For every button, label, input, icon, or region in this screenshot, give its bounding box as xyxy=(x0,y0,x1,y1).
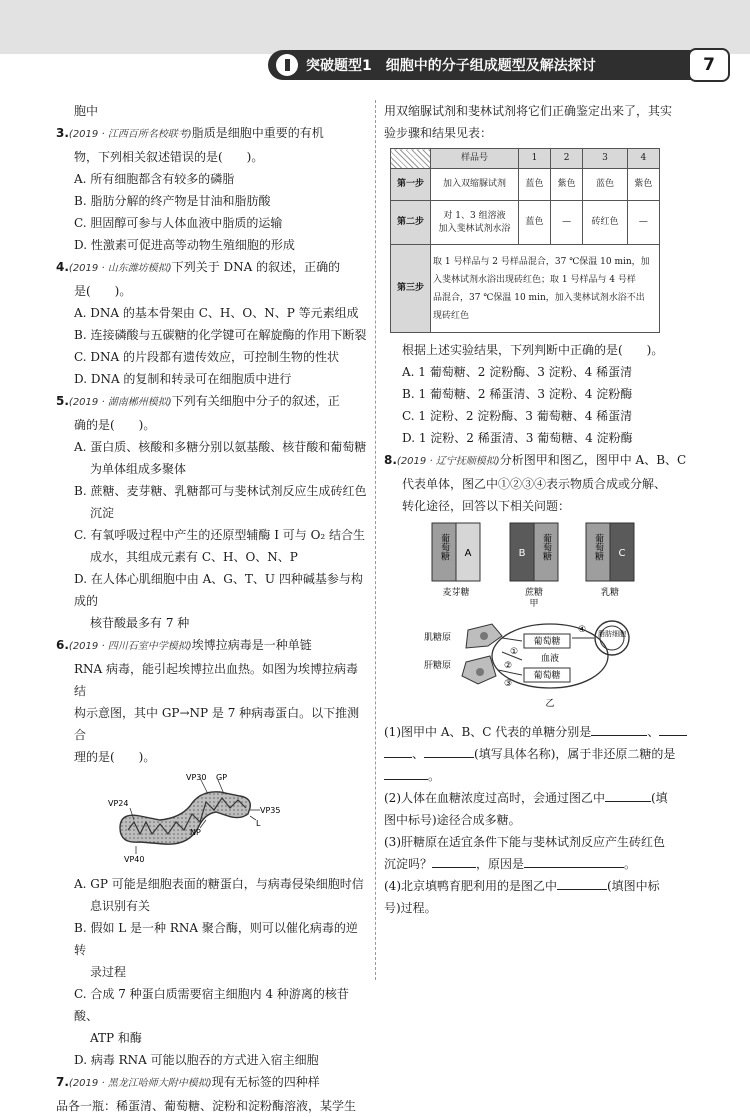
q8-sub2-text-a: (2)人体在血糖浓度过高时，会通过图乙中 xyxy=(384,791,605,805)
q7-option-d: D. 1 淀粉、2 稀蛋清、3 葡萄糖、4 淀粉酶 xyxy=(402,431,633,445)
q3-stem: 脂质是细胞中重要的有机 xyxy=(191,126,324,140)
chapter-icon xyxy=(276,54,298,76)
virus-body xyxy=(120,792,250,844)
question-7-start xyxy=(56,1071,368,1117)
label-jia: 甲 xyxy=(529,599,539,609)
step3-line1: 取 1 号样品与 2 号样品混合，37 ℃保温 10 min，加 xyxy=(433,256,650,267)
q2-continuation: 胞中 xyxy=(74,104,99,118)
answer-blank-4[interactable] xyxy=(384,767,428,780)
glucose-bottom: 葡萄糖 xyxy=(533,671,561,681)
question-6 xyxy=(56,634,368,1071)
q3-option-c: C. 胆固醇可参与人体血液中脂质的运输 xyxy=(74,216,283,230)
q7-question: 根据上述实验结果，下列判断中正确的是( )。 xyxy=(402,343,664,357)
q4-option-d: D. DNA 的复制和转录可在细胞质中进行 xyxy=(74,372,292,386)
q7-number: 7. xyxy=(56,1075,69,1089)
step3-label: 第三步 xyxy=(391,245,431,333)
q8-sub1-line3 xyxy=(384,765,694,787)
column-divider xyxy=(375,100,376,980)
step2-result-1: 蓝色 xyxy=(519,201,551,245)
q4-stem: 下列关于 DNA 的叙述，正确的 xyxy=(171,260,341,274)
q8-sub3-text-c: ，原因是 xyxy=(476,857,525,871)
step2-result-2: — xyxy=(551,201,583,245)
q8-sub3: (3)肝糖原在适宜条件下能与斐林试剂反应产生砖红色 xyxy=(384,835,666,849)
q5-source: (2019 · 湖南郴州模拟) xyxy=(68,397,172,408)
q6-stem-4: 理的是( )。 xyxy=(74,750,156,764)
step1-operation: 加入双缩脲试剂 xyxy=(431,169,519,201)
table-row-step2 xyxy=(391,201,660,245)
question-5 xyxy=(56,390,368,634)
q5-option-b: B. 蔗糖、麦芽糖、乳糖都可与斐林试剂反应生成砖红色 xyxy=(74,484,367,498)
fig-label-gp: GP xyxy=(216,773,228,782)
chapter-header xyxy=(268,50,718,80)
q6-option-c-2: ATP 和酶 xyxy=(90,1031,142,1045)
step2-operation-line1: 对 1、3 组溶液 xyxy=(443,210,506,221)
q4-stem-2: 是( )。 xyxy=(74,284,132,298)
top-band xyxy=(0,0,750,54)
answer-blank-8[interactable] xyxy=(557,877,607,890)
label-yi: 乙 xyxy=(545,699,555,709)
q8-stem-2: 代表单体，图乙中①②③④表示物质合成或分解、 xyxy=(402,477,667,491)
q6-option-a: A. GP 可能是细胞表面的糖蛋白，与病毒侵染细胞时信 xyxy=(74,877,364,891)
label-maltose: 麦芽糖 xyxy=(442,588,470,598)
q4-option-c: C. DNA 的片段都有遗传效应，可控制生物的性状 xyxy=(74,350,339,364)
q3-option-a: A. 所有细胞都含有较多的磷脂 xyxy=(74,172,235,186)
fig-label-l: L xyxy=(256,819,261,828)
step3-description xyxy=(431,245,660,333)
fig-label-vp24: VP24 xyxy=(108,799,129,808)
q7-option-a: A. 1 葡萄糖、2 淀粉酶、3 淀粉、4 稀蛋清 xyxy=(402,365,633,379)
q8-stem: 分析图甲和图乙，图甲中 A、B、C xyxy=(499,453,687,467)
step1-result-3: 蓝色 xyxy=(583,169,628,201)
step3-line2: 入斐林试剂水浴出现砖红色；取 1 号样品与 4 号样 xyxy=(433,274,636,285)
figure-jia xyxy=(418,519,658,614)
route-2: ② xyxy=(504,661,513,671)
q8-sub3-text-b: 沉淀吗？ xyxy=(384,857,433,871)
q6-option-d: D. 病毒 RNA 可能以胞吞的方式进入宿主细胞 xyxy=(74,1053,319,1067)
page-number: 7 xyxy=(688,48,730,82)
q6-source: (2019 · 四川石室中学模拟) xyxy=(68,641,192,652)
q6-option-b: B. 假如 L 是一种 RNA 聚合酶，则可以催化病毒的逆转 xyxy=(74,921,358,957)
q8-sub1-text-a: (1)图甲中 A、B、C 代表的单糖分别是 xyxy=(384,725,592,739)
q8-sub3-line2 xyxy=(384,853,694,875)
experiment-table xyxy=(390,148,660,333)
q8-sub1 xyxy=(384,721,694,743)
route-4: ④ xyxy=(578,625,587,635)
q8-sub4-line2: 号)过程。 xyxy=(384,901,437,915)
fig-label-vp30: VP30 xyxy=(186,773,207,782)
step1-result-2: 紫色 xyxy=(551,169,583,201)
question-4 xyxy=(56,256,368,390)
q6-stem-3: 构示意图，其中 GP→NP 是 7 种病毒蛋白。以下推测合 xyxy=(74,706,360,742)
q6-option-c: C. 合成 7 种蛋白质需要宿主细胞内 4 种游离的核苷酸、 xyxy=(74,987,349,1023)
q5-option-a: A. 蛋白质、核酸和多糖分别以氨基酸、核苷酸和葡萄糖 xyxy=(74,440,367,454)
unit-c: C xyxy=(618,548,626,559)
q8-sub1-line2 xyxy=(384,743,694,765)
step2-result-4: — xyxy=(627,201,659,245)
table-row-step1 xyxy=(391,169,660,201)
q4-option-a: A. DNA 的基本骨架由 C、H、O、N、P 等元素组成 xyxy=(74,306,359,320)
q7-continuation-1: 用双缩脲试剂和斐林试剂将它们正确鉴定出来了，其实 xyxy=(384,104,673,118)
q6-stem-2: RNA 病毒，能引起埃博拉出血热。如图为埃博拉病毒结 xyxy=(74,662,359,698)
answer-blank-1[interactable] xyxy=(591,723,647,736)
q6-stem: 埃博拉病毒是一种单链 xyxy=(191,638,312,652)
q3-source: (2019 · 江西百所名校联考) xyxy=(68,129,192,140)
q6-number: 6. xyxy=(56,638,69,652)
route-1: ① xyxy=(510,647,519,657)
q8-sub4-text-b: (填图中标 xyxy=(607,879,660,893)
q8-sub1-sep: 、 xyxy=(647,725,660,739)
fat-cell-label: 脂肪细胞 xyxy=(598,630,626,638)
q7-stem: 现有无标签的四种样 xyxy=(211,1075,320,1089)
q7-option-b: B. 1 葡萄糖、2 稀蛋清、3 淀粉、4 淀粉酶 xyxy=(402,387,633,401)
q5-option-d: D. 在人体心肌细胞中由 A、G、T、U 四种碱基参与构成的 xyxy=(74,572,363,608)
q6-option-b-2: 录过程 xyxy=(90,965,127,979)
fig-label-np: NP xyxy=(190,828,201,837)
fig-label-vp40: VP40 xyxy=(124,855,145,864)
unit-b: B xyxy=(518,548,526,559)
q8-sub4-text-a: (4)北京填鸭育肥利用的是图乙中 xyxy=(384,879,557,893)
table-row-step3 xyxy=(391,245,660,333)
q8-stem-3: 转化途径，回答以下相关问题： xyxy=(402,499,571,513)
q5-option-c-2: 成水，其组成元素有 C、H、O、N、P xyxy=(90,550,298,564)
table-corner xyxy=(391,149,431,169)
question-3 xyxy=(56,122,368,256)
answer-blank-6[interactable] xyxy=(432,855,476,868)
answer-blank-3[interactable] xyxy=(424,745,474,758)
q8-sub1-sep-2: 、 xyxy=(412,747,425,761)
step1-result-1: 蓝色 xyxy=(519,169,551,201)
step2-result-3: 砖红色 xyxy=(583,201,628,245)
q8-sub3-end: 。 xyxy=(624,857,637,871)
table-header-col-3: 3 xyxy=(583,149,628,169)
q5-stem-2: 确的是( )。 xyxy=(74,418,156,432)
q5-option-d-2: 核苷酸最多有 7 种 xyxy=(90,616,190,630)
right-column xyxy=(384,100,694,919)
lactose-glucose: 葡萄糖 xyxy=(593,533,603,561)
answer-blank-7[interactable] xyxy=(524,855,624,868)
q5-number: 5. xyxy=(56,394,69,408)
step1-label: 第一步 xyxy=(391,169,431,201)
label-lactose: 乳糖 xyxy=(600,588,620,598)
fig-label-vp35: VP35 xyxy=(260,806,281,815)
ebola-virus-figure xyxy=(100,772,368,871)
question-8 xyxy=(384,449,694,919)
glucose-top: 葡萄糖 xyxy=(533,637,561,647)
sucrose-glucose: 葡萄糖 xyxy=(541,533,551,561)
left-column xyxy=(56,100,368,1117)
q3-option-d: D. 性激素可促进高等动物生殖细胞的形成 xyxy=(74,238,295,252)
q5-stem: 下列有关细胞中分子的叙述，正 xyxy=(171,394,340,408)
answer-blank-5[interactable] xyxy=(605,789,651,802)
q8-sub4 xyxy=(384,875,694,897)
maltose-glucose: 葡萄糖 xyxy=(439,533,449,561)
table-header-col-1: 1 xyxy=(519,149,551,169)
q8-sub2 xyxy=(384,787,694,809)
muscle-glycogen-label: 肌糖原 xyxy=(424,633,452,643)
q5-option-a-2: 为单体组成多聚体 xyxy=(90,462,187,476)
q8-sub1-text-c: (填写具体名称)，属于非还原二糖的是 xyxy=(474,747,676,761)
table-header-col-2: 2 xyxy=(551,149,583,169)
chapter-title: 突破题型1 细胞中的分子组成题型及解法探讨 xyxy=(306,58,596,74)
step2-operation-line2: 加入斐林试剂水浴 xyxy=(438,223,511,234)
q4-number: 4. xyxy=(56,260,69,274)
q4-source: (2019 · 山东潍坊模拟) xyxy=(68,263,172,274)
q8-sub1-end: 。 xyxy=(428,769,441,783)
step3-line3: 品混合，37 ℃保温 10 min，加入斐林试剂水浴不出 xyxy=(433,292,645,303)
q5-option-c: C. 有氧呼吸过程中产生的还原型辅酶 Ⅰ 可与 O₂ 结合生 xyxy=(74,528,366,542)
step3-line4: 现砖红色 xyxy=(433,310,470,321)
answer-blank-2b[interactable] xyxy=(384,745,412,758)
q5-option-b-2: 沉淀 xyxy=(90,506,115,520)
step1-result-4: 紫色 xyxy=(627,169,659,201)
label-sucrose: 蔗糖 xyxy=(524,588,544,598)
q6-option-a-2: 息识别有关 xyxy=(90,899,151,913)
q7-option-c: C. 1 淀粉、2 淀粉酶、3 葡萄糖、4 稀蛋清 xyxy=(402,409,633,423)
step2-operation xyxy=(431,201,519,245)
q7-continuation-2: 验步骤和结果见表： xyxy=(384,126,493,140)
q8-source: (2019 · 辽宁抚顺模拟) xyxy=(396,456,500,467)
q3-number: 3. xyxy=(56,126,69,140)
q4-option-b: B. 连接磷酸与五碳糖的化学键可在解旋酶的作用下断裂 xyxy=(74,328,367,342)
table-header-row xyxy=(391,149,660,169)
route-3: ③ xyxy=(504,679,513,689)
q8-sub2-line2: 图中标号)途径合成多糖。 xyxy=(384,813,521,827)
blood-label: 血液 xyxy=(540,654,560,664)
unit-a: A xyxy=(464,548,472,559)
answer-blank-2a[interactable] xyxy=(659,723,687,736)
table-header-sample: 样品号 xyxy=(431,149,519,169)
q3-stem-2: 物，下列相关叙述错误的是( )。 xyxy=(74,150,264,164)
liver-glycogen-label: 肝糖原 xyxy=(424,661,452,671)
q3-option-b: B. 脂肪分解的终产物是甘油和脂肪酸 xyxy=(74,194,271,208)
table-header-col-4: 4 xyxy=(627,149,659,169)
q7-stem-2: 品各一瓶：稀蛋清、葡萄糖、淀粉和淀粉酶溶液，某学生 xyxy=(56,1099,357,1113)
q8-number: 8. xyxy=(384,453,397,467)
figure-yi xyxy=(418,616,658,719)
q8-sub2-text-b: (填 xyxy=(651,791,668,805)
step2-label: 第二步 xyxy=(391,201,431,245)
q7-source: (2019 · 黑龙江哈师大附中模拟) xyxy=(68,1078,212,1089)
